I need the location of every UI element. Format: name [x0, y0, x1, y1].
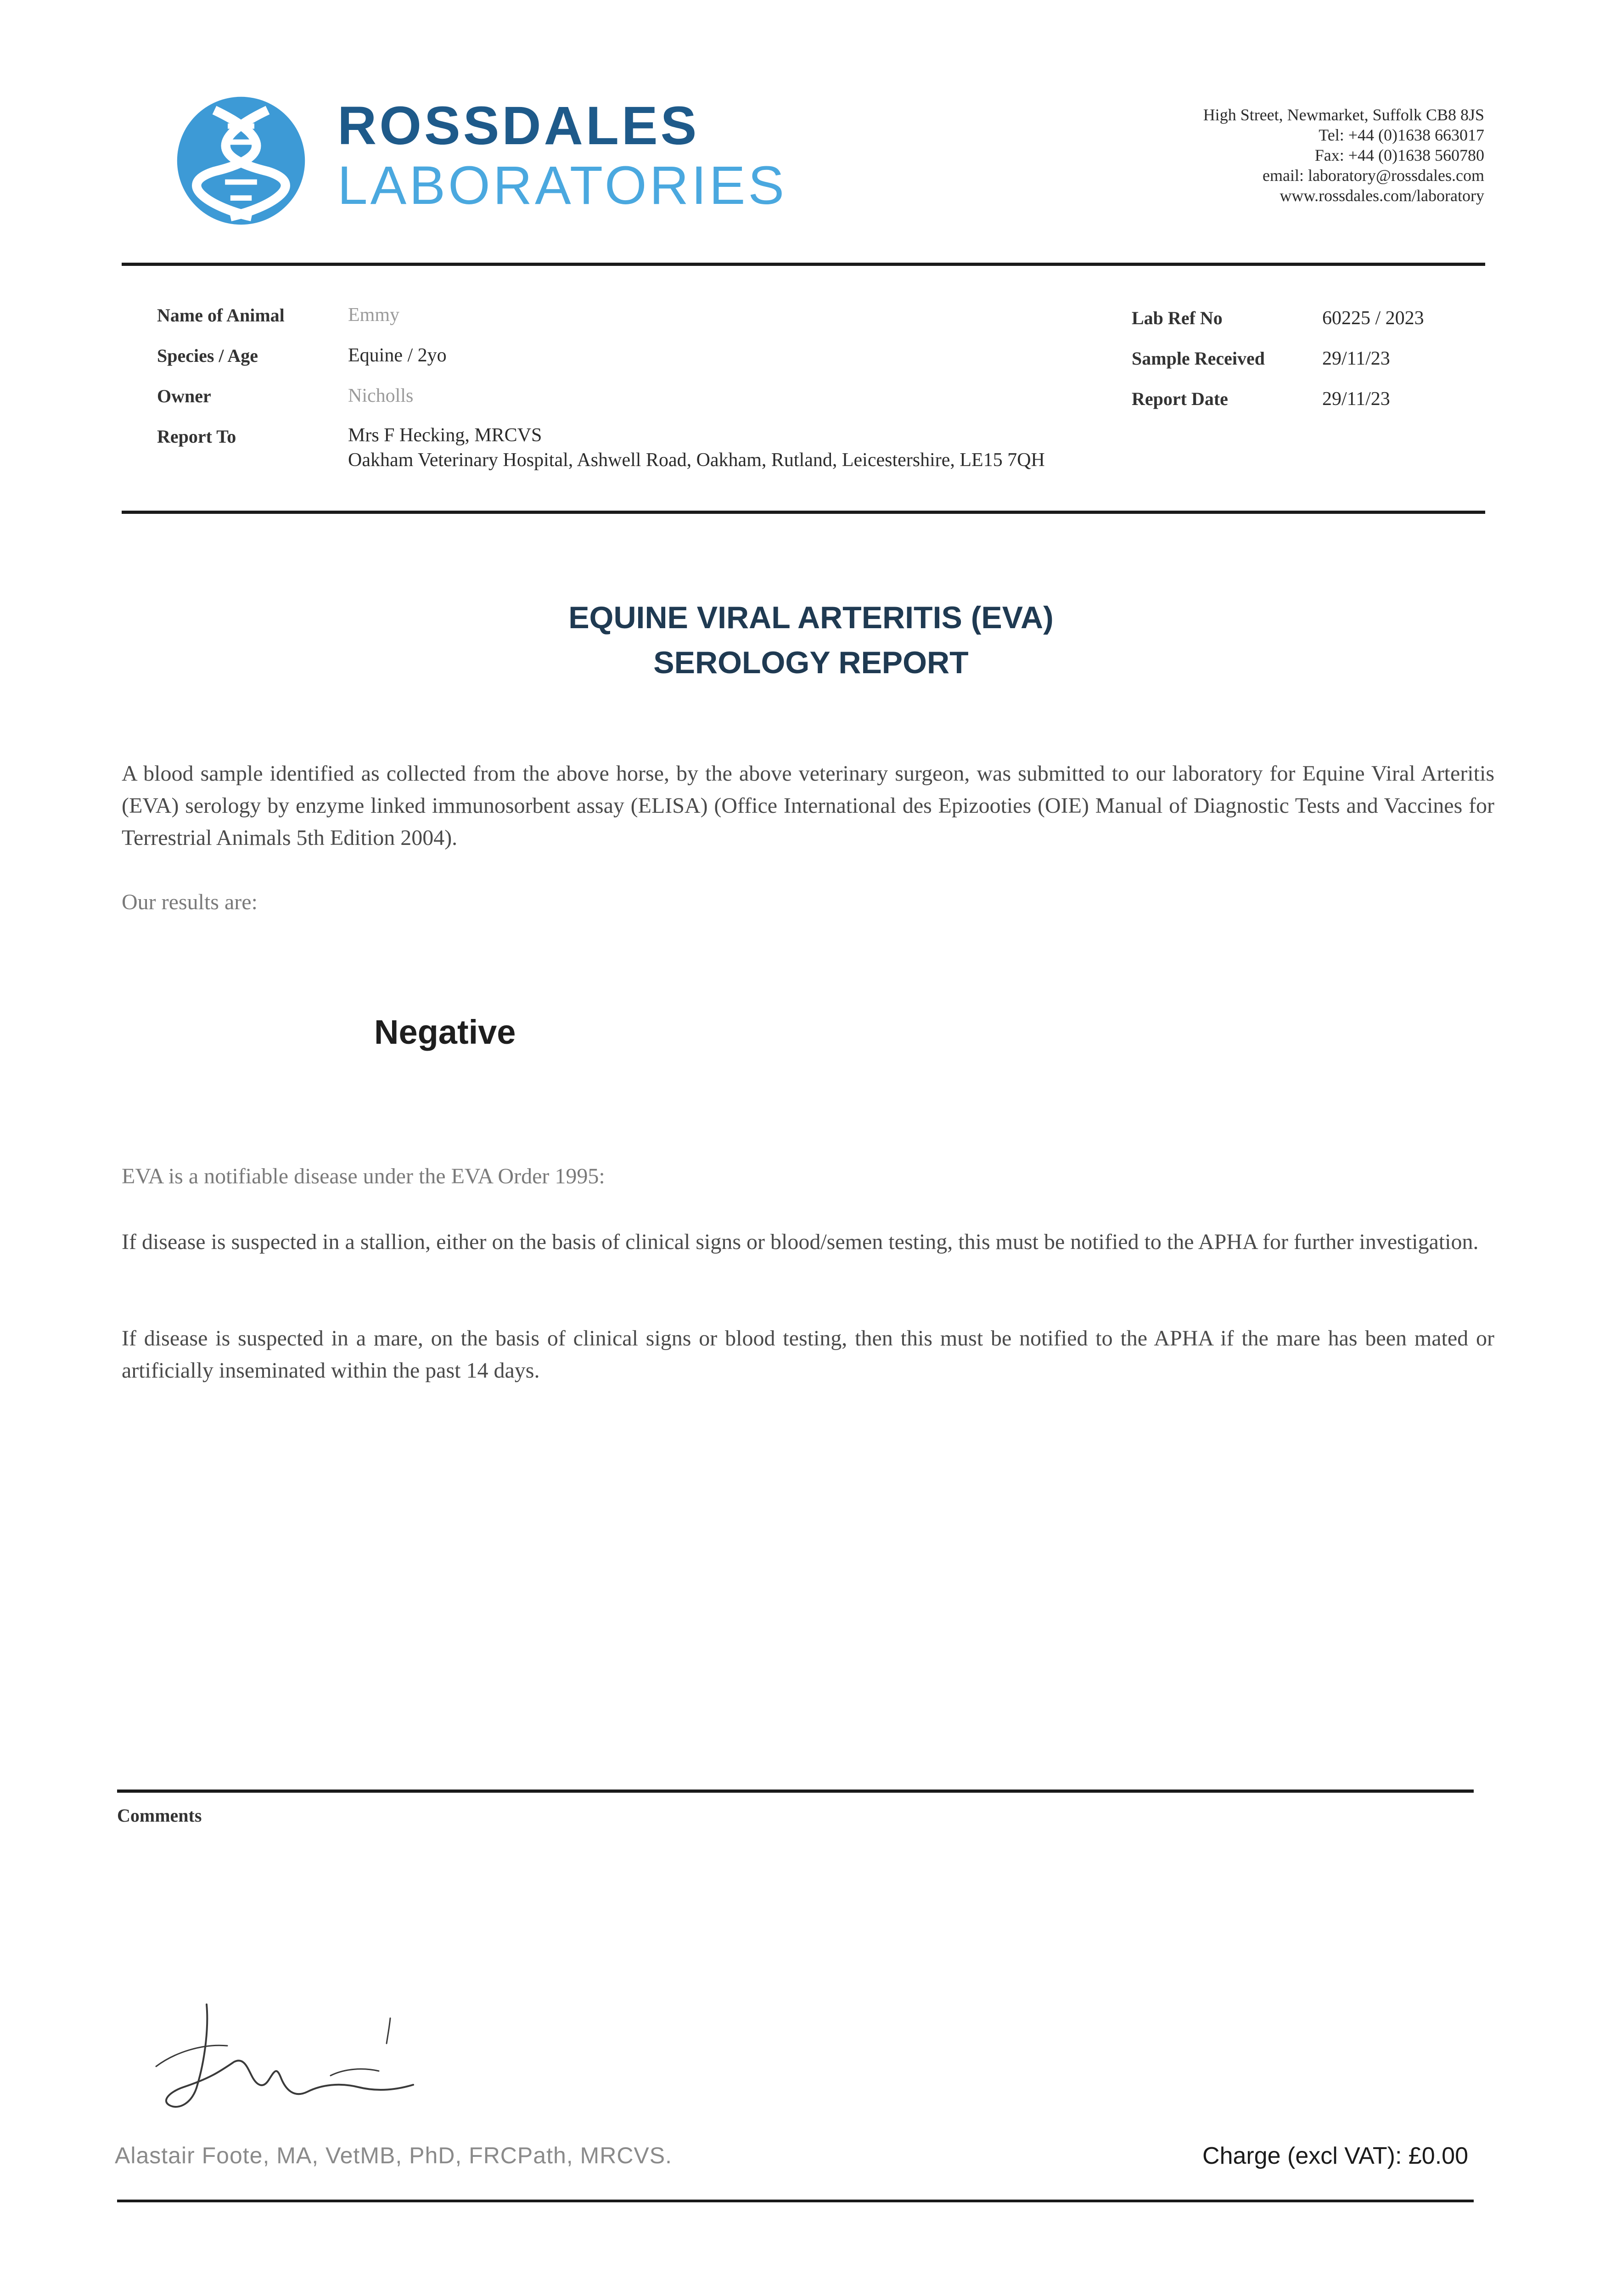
report-date-value: 29/11/23 [1322, 388, 1390, 410]
results-intro: Our results are: [122, 890, 258, 914]
brand-name-line2: LABORATORIES [337, 155, 787, 216]
brand-name-line1: ROSSDALES [337, 96, 700, 156]
address-website: www.rossdales.com/laboratory [1280, 186, 1484, 205]
comments-label: Comments [117, 1805, 202, 1826]
charge-amount: Charge (excl VAT): £0.00 [1202, 2143, 1468, 2169]
address-email: email: laboratory@rossdales.com [1262, 166, 1484, 185]
species-age-value: Equine / 2yo [348, 345, 447, 366]
species-age-label: Species / Age [157, 345, 258, 366]
owner-label: Owner [157, 386, 211, 406]
address-tel: Tel: +44 (0)1638 663017 [1319, 126, 1484, 144]
mare-note: If disease is suspected in a mare, on the basis of clinical signs or blood testing, then this must be notified to the APHA if the mare has been mated or artificially inseminated within the past 14 days. [122, 1326, 1494, 1383]
signatory-name: Alastair Foote, MA, VetMB, PhD, FRCPath, MRCVS. [115, 2143, 673, 2168]
name-of-animal-label: Name of Animal [157, 305, 285, 326]
address-street: High Street, Newmarket, Suffolk CB8 8JS [1203, 106, 1484, 124]
stallion-note: If disease is suspected in a stallion, either on the basis of clinical signs or blood/semen testing, this must be notified to the APHA for further investigation. [122, 1230, 1479, 1254]
test-result: Negative [374, 1013, 516, 1051]
name-of-animal-value: Emmy [348, 304, 399, 326]
report-to-label: Report To [157, 426, 236, 447]
report-title-line1: EQUINE VIRAL ARTERITIS (EVA) [568, 600, 1054, 635]
notifiable-note: EVA is a notifiable disease under the EVA Order 1995: [122, 1164, 605, 1188]
sample-received-value: 29/11/23 [1322, 348, 1390, 369]
intro-paragraph: A blood sample identified as collected from the above horse, by the above veterinary surgeon, was submitted to our laboratory for Equine Viral Arteritis (EVA) serology by enzyme linked immunosorbent assay (ELISA) (Office International des Epizooties (OIE) Manual of Diagnostic Tests and Vaccines for Terrestrial Animals 5th Edition 2004). [122, 761, 1494, 850]
lab-ref-label: Lab Ref No [1132, 308, 1223, 328]
report-to-address: Oakham Veterinary Hospital, Ashwell Road, Oakham, Rutland, Leicestershire, LE15 7QH [348, 450, 1045, 471]
report-title-line2: SEROLOGY REPORT [653, 645, 969, 680]
lab-ref-value: 60225 / 2023 [1322, 308, 1424, 329]
address-fax: Fax: +44 (0)1638 560780 [1314, 146, 1484, 164]
sample-received-label: Sample Received [1132, 348, 1265, 369]
header-divider [122, 263, 1485, 266]
lab-address-block [1203, 105, 1484, 206]
comments-divider [117, 1790, 1474, 1793]
details-divider [122, 511, 1485, 514]
handwritten-signature [129, 1993, 477, 2131]
report-to-name: Mrs F Hecking, MRCVS [348, 425, 542, 446]
report-date-label: Report Date [1132, 388, 1228, 409]
owner-value: Nicholls [348, 385, 414, 406]
rossdales-dna-logo-icon [174, 94, 308, 227]
footer-divider [117, 2200, 1474, 2202]
